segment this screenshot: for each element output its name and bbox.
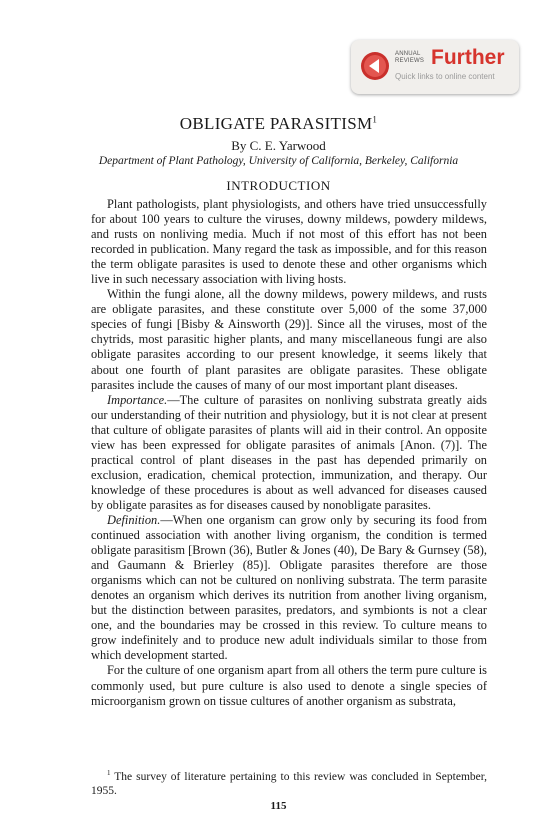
footnote [91, 766, 487, 798]
article-title [0, 114, 557, 134]
annual-reviews-further-badge[interactable] [351, 40, 519, 94]
definition-lead: Definition. [107, 512, 161, 527]
importance-lead: Importance. [107, 392, 168, 407]
paragraph-2: Within the fungi alone, all the downy mildews, powery mildews, and rusts are obligate parasites, and these constitute over 5,000 of the some 37,000 species of fungi [Bisby & Ainsworth (29)]. Since all the viruses, most of the chytrids, most parasitic higher plants, and many miscellaneous fungi are also obligate parasites according to our present knowledge, it seems likely that about one fourth of plant parasites are obligate parasites. These obligate parasites include the causes of many of our most important plant diseases. [91, 287, 487, 392]
paragraph-3-text: —The culture of parasites on nonliving substrata greatly aids our understanding of their nutrition and physiology, but it is not clear at present that culture of obligate parasites of plants will aid in their control. An opposite view has been expressed for obligate parasites of animals [Anon. (7)]. The practical control of plant diseases in the past has depended primarily on exclusion, eradication, chemical protection, immunization, and therapy. Our knowledge of these procedures is about as well advanced for diseases caused by obligate parasites as for diseases caused by nonobligate parasites. [91, 392, 487, 512]
article-body [91, 197, 487, 709]
paragraph-1: Plant pathologists, plant physiologists, and others have tried unsuccessfully for about 100 years to culture the viruses, downy mildews, powdery mildews, and rusts on nonliving media. Much if not most of this effort has not been recorded in publication. Many regard the task as impossible, and for this reason the term obligate parasites is used to denote these and other organisms which live in such necessary association with living hosts. [91, 197, 487, 287]
affiliation-line: Department of Plant Pathology, University of California, Berkeley, California [98, 155, 459, 167]
section-heading: INTRODUCTION [226, 178, 331, 193]
author-line: By C. E. Yarwood [231, 138, 326, 153]
quick-links-tagline: Quick links to online content [395, 72, 495, 81]
paragraph-4 [91, 513, 487, 663]
paragraph-3 [91, 393, 487, 513]
footnote-text: The survey of literature pertaining to this review was concluded in September, 1955. [91, 770, 487, 797]
further-label: Further [431, 46, 505, 69]
title-text: OBLIGATE PARASITISM [179, 114, 373, 133]
title-footnote-mark: 1 [372, 114, 378, 125]
paragraph-5: For the culture of one organism apart from all others the term pure culture is commonly used, but pure culture is also used to denote a single species of microorganism grown on tissue cultures of another organism as substrata, [91, 663, 487, 708]
back-arrow-icon [361, 52, 389, 80]
paragraph-4-text: —When one organism can grow only by securing its food from continued association with another living organism, the condition is termed obligate parasitism [Brown (36), Butler & Jones (40), De Bary & Gurnsey (58), and Gaumann & Brierley (85)]. Obligate parasites therefore are those organisms which can not be cultured on nonliving substrata. The term parasite denotes an organism which derives its nutrition from another living organism, but the distinction between parasites, predators, and symbionts is not a clear one, and the boundaries may be crossed in this review. To culture means to grow indefinitely and to produce new adult individuals similar to those from which development started. [91, 512, 487, 663]
footnote-mark: 1 [107, 769, 111, 777]
page-number: 115 [270, 800, 287, 812]
publisher-label: ANNUAL REVIEWS [395, 51, 425, 64]
